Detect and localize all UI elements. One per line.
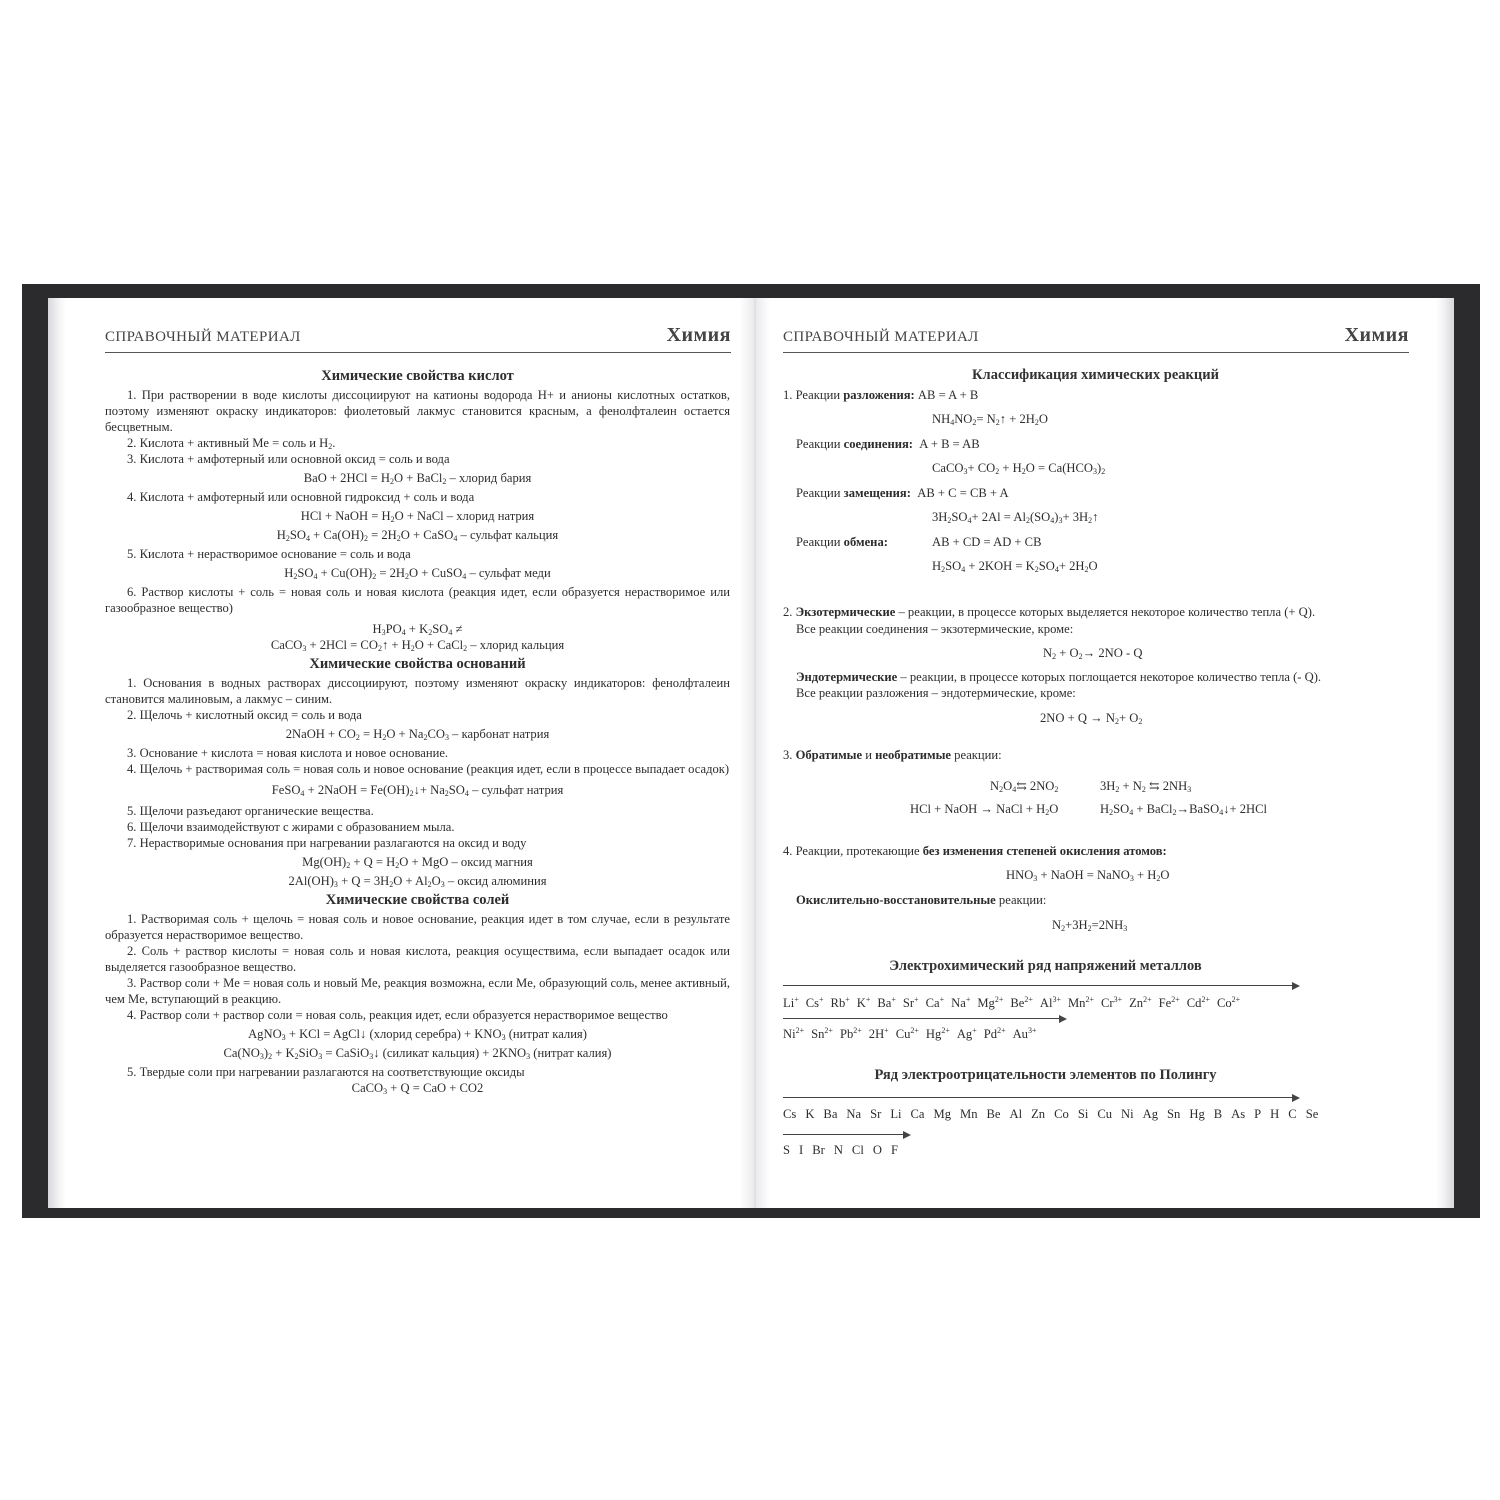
formula-agcl: AgNO$_3$ + KCl = AgCl↓ (хлорид серебра) + $KNO_3$ (нитрат калия) — [248, 1027, 587, 1042]
salts-heading: Химические свойства солей — [325, 892, 510, 908]
en-row-2 — [783, 1143, 907, 1158]
ion-symbol: Mn — [960, 1107, 978, 1121]
bases-item-4: 4. Щелочь + растворимая соль = новая соль и новое основание (реакция идет, если в процессе выпадает осадок) — [127, 762, 730, 776]
ion-hg — [926, 1027, 950, 1041]
ion-charge: 2+ — [1171, 995, 1180, 1004]
ion-cu — [896, 1027, 919, 1041]
ion-symbol: Br — [812, 1143, 825, 1157]
ion-symbol: Al — [1039, 996, 1053, 1010]
ion-symbol: Ba — [877, 996, 892, 1010]
formula-caso4: $H_2SO_4 + Ca(OH)_2 = 2H_2O$ + CaSO$_4$ – сульфат кальция — [276, 528, 559, 543]
ion-fe — [1159, 996, 1180, 1010]
reaction-exchange-eq: AB + CD = AD + CB — [932, 535, 1042, 549]
ion-charge: 2+ — [853, 1026, 862, 1035]
ion-symbol: Ni — [783, 1027, 796, 1041]
salts-item-5: 5. Твердые соли при нагревании разлагаются на соответствующие оксиды — [127, 1065, 525, 1079]
ion-mg — [934, 1107, 952, 1121]
ion-symbol: Be — [1010, 996, 1025, 1010]
ion-sn — [811, 1027, 833, 1041]
ion-symbol: Na — [846, 1107, 862, 1121]
ion-2h — [869, 1027, 889, 1041]
no-oxidation-heading: 4. Реакции, протекающие без изменения степеней окисления атомов: — [783, 844, 1167, 858]
formula-na2so4: FeSO$_4$ + 2NaOH = $Fe(OH)_2↓+ Na_2SO_4$ – сульфат натрия — [271, 783, 564, 798]
ion-ca — [926, 996, 945, 1010]
ion-cd — [1187, 996, 1210, 1010]
ion-symbol: Co — [1054, 1107, 1069, 1121]
ion-al — [1040, 996, 1061, 1010]
formula-nh3: $N_2+3H_2=2NH_3$ — [1052, 918, 1128, 933]
ion-i — [799, 1143, 803, 1157]
ion-charge: + — [914, 995, 919, 1004]
ion-charge: 3+ — [1027, 1026, 1037, 1035]
ion-symbol: Cs — [783, 1107, 797, 1121]
ion-symbol: Hg — [1189, 1107, 1205, 1121]
en-row-1 — [783, 1107, 1327, 1122]
ion-symbol: Fe — [1158, 996, 1172, 1010]
bases-item-1: 1. Основания в водных растворах диссоциируют, поэтому изменяют окраску индикаторов: фенолфталеин становится малиновым, а лакмус – синим. — [105, 676, 730, 706]
ion-si — [1078, 1107, 1089, 1121]
ion-charge: 2+ — [910, 1026, 919, 1035]
ion-ni — [1121, 1107, 1134, 1121]
ion-charge: 3+ — [1113, 995, 1123, 1004]
ion-symbol: Au — [1012, 1027, 1028, 1041]
ion-symbol: F — [890, 1143, 898, 1157]
ion-symbol: Zn — [1129, 996, 1144, 1010]
endothermic-def: Эндотермические – реакции, в процессе которых поглощается некоторое количество тепла (- Q). — [796, 670, 1322, 684]
ion-symbol: 2H — [868, 1027, 885, 1041]
metals-arrow-1 — [783, 985, 1298, 986]
ion-symbol: Mg — [977, 996, 995, 1010]
formula-nh3-rev: $3H_2 + N_2$ ⇆ $2NH_3$ — [1100, 779, 1192, 794]
formula-caco3-heat: CaCO$_3$ + Q = CaO + CO2 — [351, 1081, 484, 1096]
ion-ba — [823, 1107, 837, 1121]
salts-item-2: 2. Соль + раствор кислоты = новая соль и новая кислота, реакция осуществима, если выпадает осадок или выделяется газообразное вещество. — [105, 944, 730, 974]
exothermic-line2: Все реакции соединения – экзотермические, кроме: — [796, 622, 1074, 636]
ion-symbol: Na — [951, 996, 966, 1010]
ion-symbol: Rb — [830, 996, 846, 1010]
ion-be — [1010, 996, 1033, 1010]
ion-symbol: Be — [986, 1107, 1001, 1121]
ion-symbol: Ca — [925, 996, 940, 1010]
ion-symbol: Li — [783, 996, 795, 1010]
ion-symbol: Se — [1305, 1107, 1319, 1121]
ion-symbol: P — [1254, 1107, 1262, 1121]
metals-series-heading: Электрохимический ряд напряжений металлов — [889, 958, 1202, 974]
ion-charge: + — [845, 995, 850, 1004]
ion-symbol: K — [856, 996, 866, 1010]
ion-symbol: Cd — [1186, 996, 1202, 1010]
ion-cl — [852, 1143, 864, 1157]
ion-f — [891, 1143, 898, 1157]
endothermic-line2: Все реакции разложения – эндотермические, кроме: — [796, 686, 1076, 700]
ion-pd — [984, 1027, 1006, 1041]
reaction-substitution: Реакции замещения: AB + C = CB + A — [796, 486, 1009, 500]
acids-item-3: 3. Кислота + амфотерный или основной оксид = соль и вода — [127, 452, 450, 466]
ion-o — [873, 1143, 882, 1157]
ion-c — [1288, 1107, 1296, 1121]
formula-hcl-naoh: HCl + NaOH → NaCl + $H_2O$ — [910, 802, 1059, 817]
formula-nh4no2: $NH_4NO_2=$ $N_2↑ + 2H_2O$ — [932, 412, 1048, 427]
ion-al — [1010, 1107, 1023, 1121]
ion-charge: + — [865, 995, 871, 1004]
ion-be — [987, 1107, 1001, 1121]
ion-n — [834, 1143, 843, 1157]
ion-symbol: Hg — [925, 1027, 942, 1041]
left-page-edge — [48, 298, 66, 1208]
acids-item-2: 2. Кислота + активный Me = соль и $H_2$. — [127, 436, 336, 451]
ion-zn — [1129, 996, 1152, 1010]
formula-nacl: HCl + NaOH = $H_2O$ + NaCl – хлорид натрия — [300, 509, 535, 524]
ion-charge: + — [794, 995, 799, 1004]
reaction-combination: Реакции соединения: A + B = AB — [796, 437, 980, 451]
ion-symbol: H — [1270, 1107, 1280, 1121]
ion-symbol: Ag — [956, 1027, 973, 1041]
right-running-head — [783, 322, 1409, 353]
ion-symbol: Ca — [910, 1107, 925, 1121]
running-head-label: СПРАВОЧНЫЙ МАТЕРИАЛ — [105, 329, 301, 345]
ion-b — [1214, 1107, 1222, 1121]
formula-caco3-co2: CaCO$_3$+ $CO_2 + H_2O = Ca(HCO_3)_2$ — [932, 461, 1106, 476]
classification-heading: Классификация химических реакций — [972, 367, 1219, 383]
book-gutter — [740, 298, 770, 1208]
ion-se — [1306, 1107, 1319, 1121]
ion-ni — [783, 1027, 804, 1041]
ion-na — [951, 996, 970, 1010]
formula-casio3: $Ca(NO_3)_2 + K_2SiO_3$ = CaSiO$_3$↓ (силикат кальция) + $2KNO_3$ (нитрат калия) — [223, 1046, 612, 1061]
left-column — [105, 368, 730, 1096]
en-arrow-1 — [783, 1097, 1298, 1098]
ion-na — [846, 1107, 861, 1121]
ion-cr — [1101, 996, 1122, 1010]
ion-charge: 2+ — [1201, 995, 1210, 1004]
ion-symbol: Si — [1077, 1107, 1089, 1121]
ion-as — [1231, 1107, 1245, 1121]
ion-ag — [1143, 1107, 1158, 1121]
ion-symbol: Mn — [1067, 996, 1086, 1010]
ion-co — [1217, 996, 1240, 1010]
ion-ag — [957, 1027, 977, 1041]
ion-symbol: Ag — [1142, 1107, 1159, 1121]
bases-item-6: 6. Щелочи взаимодействуют с жирами с образованием мыла. — [127, 820, 455, 834]
reversible-heading: 3. Обратимые и необратимые реакции: — [783, 748, 1002, 762]
ion-rb — [831, 996, 850, 1010]
ion-charge: 2+ — [1024, 995, 1033, 1004]
ion-symbol: Sn — [1167, 1107, 1181, 1121]
ion-charge: + — [884, 1026, 889, 1035]
ion-symbol: As — [1231, 1107, 1246, 1121]
electronegativity-heading: Ряд электроотрицательности элементов по Полингу — [874, 1067, 1217, 1083]
formula-al2so43: $3H_2SO_4+ 2Al = Al_2(SO_4)_3+$ $3H_2↑$ — [932, 510, 1099, 525]
ion-symbol: Mg — [933, 1107, 952, 1121]
bases-item-2: 2. Щелочь + кислотный оксид = соль и вода — [127, 708, 362, 722]
ion-pb — [840, 1027, 862, 1041]
ion-cs — [783, 1107, 796, 1121]
running-head-label: СПРАВОЧНЫЙ МАТЕРИАЛ — [783, 329, 979, 345]
ion-sr — [870, 1107, 881, 1121]
ion-symbol: Ni — [1121, 1107, 1134, 1121]
reaction-exchange: Реакции обмена: — [796, 535, 888, 549]
redox-heading: Окислительно-восстановительные реакции: — [796, 893, 1047, 907]
acids-item-1: 1. При растворении в воде кислоты диссоциируют на катионы водорода H+ и анионы кислотных остатков, поэтому изменяют окраску индикаторов: фиолетовый лакмус становится красным, а фенолфталеин остается бесцветным. — [105, 388, 730, 434]
formula-na2co3: 2NaOH + $CO_2 = H_2O + Na_2CO_3$ – карбонат натрия — [285, 727, 550, 742]
bases-heading: Химические свойства оснований — [309, 656, 526, 672]
right-page-edge — [1436, 298, 1454, 1208]
bases-item-5: 5. Щелочи разъедают органические вещества. — [127, 804, 374, 818]
ion-symbol: N — [833, 1143, 843, 1157]
formula-n2o4: $N_2O_4⇆$ $2NO_2$ — [990, 779, 1059, 794]
formula-bacl2: BaO + $2HCl = H_2O$ + BaCl$_2$ – хлорид бария — [303, 471, 532, 486]
running-head-subject: Химия — [1344, 324, 1409, 346]
ion-br — [812, 1143, 825, 1157]
ion-s — [783, 1143, 790, 1157]
formula-al2o3: $2Al(OH)_3 + Q = 3H_2O + Al_2O_3$ – оксид алюминия — [288, 874, 547, 889]
ion-cu — [1097, 1107, 1112, 1121]
ion-symbol: Sr — [870, 1107, 882, 1121]
metals-arrow-2 — [783, 1018, 1065, 1019]
left-running-head — [105, 322, 731, 353]
ion-symbol: Ba — [823, 1107, 838, 1121]
formula-cacl2: CaCO$_3$ + $2HCl = CO_2↑ + H_2O$ + CaCl$_2$ – хлорид кальция — [270, 638, 565, 653]
acids-heading: Химические свойства кислот — [321, 368, 514, 384]
ion-symbol: Cu — [1097, 1107, 1113, 1121]
ion-symbol: Cr — [1101, 996, 1114, 1010]
ion-symbol: K — [805, 1107, 815, 1121]
formula-2no: $2NO + Q \to N_2+ O_2$ — [1040, 711, 1143, 726]
ion-charge: 3+ — [1052, 995, 1061, 1004]
ion-mg — [977, 996, 1003, 1010]
ion-charge: 2+ — [994, 995, 1004, 1004]
ion-charge: + — [891, 995, 896, 1004]
ion-symbol: Sn — [811, 1027, 825, 1041]
ion-sn — [1167, 1107, 1180, 1121]
ion-symbol: Al — [1009, 1107, 1023, 1121]
ion-cs — [806, 996, 824, 1010]
ion-symbol: Sr — [902, 996, 915, 1010]
ion-charge: 2+ — [1085, 995, 1094, 1004]
acids-item-6: 6. Раствор кислоты + соль = новая соль и новая кислота (реакция идет, если образуется нерастворимое или газообразное вещество) — [105, 585, 730, 615]
ion-symbol: Pb — [839, 1027, 854, 1041]
ion-co — [1054, 1107, 1069, 1121]
ion-charge: + — [965, 995, 971, 1004]
ion-hg — [1189, 1107, 1204, 1121]
ion-symbol: Cu — [895, 1027, 911, 1041]
salts-item-4: 4. Раствор соли + раствор соли = новая соль, реакция идет, если образуется нерастворимое вещество — [127, 1008, 668, 1022]
ion-k — [857, 996, 871, 1010]
en-arrow-2 — [783, 1134, 909, 1135]
running-head-subject: Химия — [666, 324, 731, 346]
formula-cuso4: $H_2SO_4 + Cu(OH)_2 = 2H_2O$ + CuSO$_4$ – сульфат меди — [284, 566, 551, 581]
acids-item-4: 4. Кислота + амфотерный или основной гидроксид + соль и вода — [127, 490, 475, 504]
ion-charge: 2+ — [795, 1026, 805, 1035]
formula-baso4: $H_2SO_4$ + BaCl$_2$→BaSO$_4$↓+ 2HCl — [1100, 802, 1268, 817]
ion-symbol: Li — [890, 1107, 902, 1121]
ion-p — [1254, 1107, 1261, 1121]
exothermic-def: 2. Экзотермические – реакции, в процессе которых выделяется некоторое количество тепла (+ Q). — [783, 605, 1316, 619]
ion-charge: + — [819, 995, 824, 1004]
ion-mn — [960, 1107, 978, 1121]
ion-symbol: Pd — [983, 1027, 998, 1041]
ion-k — [805, 1107, 814, 1121]
ion-symbol: Cl — [851, 1143, 864, 1157]
ion-charge: 2+ — [997, 1026, 1006, 1035]
ion-charge: 2+ — [1143, 995, 1152, 1004]
ion-charge: + — [972, 1026, 977, 1035]
ion-li — [783, 996, 799, 1010]
ion-ba — [877, 996, 896, 1010]
salts-item-1: 1. Растворимая соль + щелочь = новая соль и новое основание, реакция идет в том случае, если в результате образуется нерастворимое вещество. — [105, 912, 730, 942]
ion-symbol: C — [1288, 1107, 1297, 1121]
ion-h — [1270, 1107, 1279, 1121]
bases-item-3: 3. Основание + кислота = новая кислота и новое основание. — [127, 746, 449, 760]
acids-item-5: 5. Кислота + нерастворимое основание = соль и вода — [127, 547, 411, 561]
formula-nano3: $HNO_3$ + NaOH = NaNO$_3$ + $H_2O$ — [1006, 868, 1170, 883]
reaction-decomposition: 1. Реакции разложения: AB = A + B — [783, 388, 979, 402]
ion-au — [1013, 1027, 1037, 1041]
ion-ca — [911, 1107, 925, 1121]
ion-charge: 2+ — [941, 1026, 950, 1035]
metals-row-2 — [783, 1027, 1044, 1042]
ion-charge: 2+ — [1231, 995, 1241, 1004]
ion-symbol: O — [872, 1143, 882, 1157]
formula-k2so4: $H_2SO_4 + 2KOH = K_2SO_4+ 2H_2O$ — [932, 559, 1098, 574]
ion-li — [890, 1107, 901, 1121]
formula-mgo: $Mg(OH)_2 + Q = H_2O$ + MgO – оксид магния — [302, 855, 533, 870]
ion-symbol: I — [799, 1143, 804, 1157]
ion-charge: + — [939, 995, 945, 1004]
ion-symbol: S — [783, 1143, 791, 1157]
ion-charge: 2+ — [824, 1026, 833, 1035]
formula-h3po4: $H_3PO_4 + K_2SO_4$ ≠ — [372, 622, 463, 637]
ion-symbol: Co — [1216, 996, 1232, 1010]
metals-row-1 — [783, 996, 1247, 1011]
ion-symbol: Cs — [805, 996, 820, 1010]
ion-mn — [1068, 996, 1094, 1010]
ion-zn — [1031, 1107, 1045, 1121]
ion-symbol: B — [1213, 1107, 1223, 1121]
salts-item-3: 3. Раствор соли + Me = новая соль и новый Me, реакция возможна, если Me, образующий соль, менее активный, чем Me, вступающий в реакцию. — [105, 976, 730, 1006]
ion-symbol: Zn — [1031, 1107, 1046, 1121]
ion-sr — [903, 996, 919, 1010]
formula-no: $N_2 + O_2\to 2NO - Q$ — [1043, 646, 1143, 661]
bases-item-7: 7. Нерастворимые основания при нагревании разлагаются на оксид и воду — [127, 836, 527, 850]
